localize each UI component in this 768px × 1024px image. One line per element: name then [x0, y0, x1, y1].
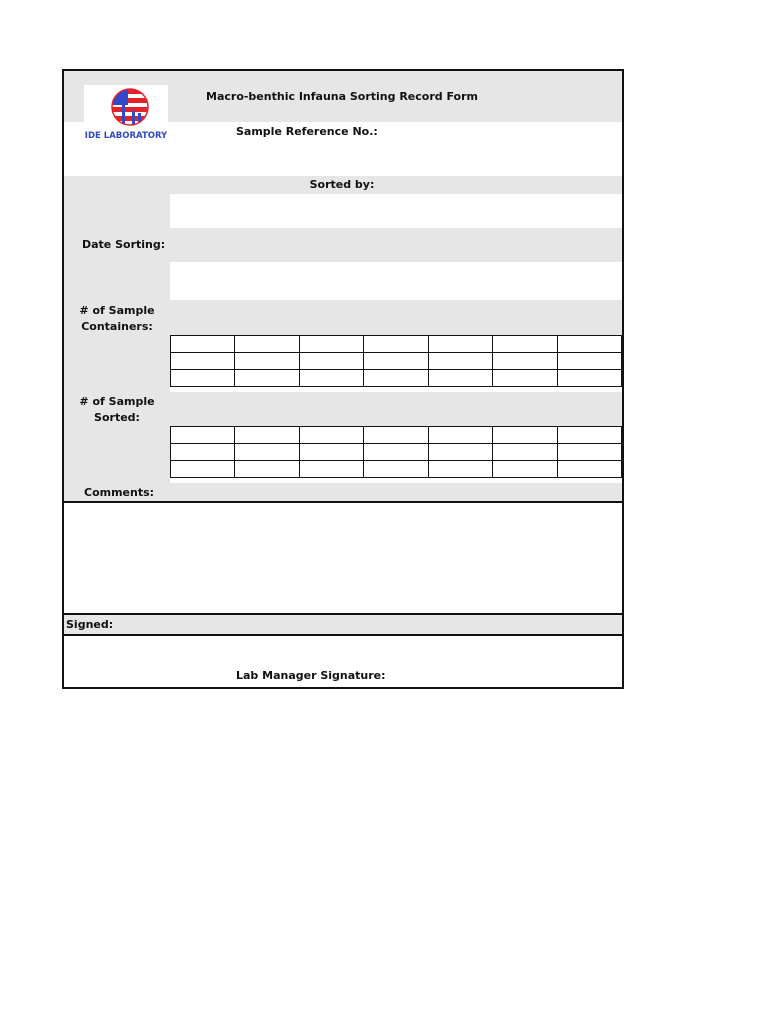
- grid-cell[interactable]: [493, 353, 557, 370]
- grid-cell[interactable]: [428, 427, 492, 444]
- date-sorting-band: [170, 228, 622, 262]
- grid-cell[interactable]: [299, 444, 363, 461]
- ide-laboratory-logo: [84, 85, 168, 143]
- grid-cell[interactable]: [299, 353, 363, 370]
- grid-cell[interactable]: [171, 427, 235, 444]
- containers-label: [70, 303, 164, 335]
- table-row: [171, 336, 622, 353]
- grid-cell[interactable]: [364, 444, 428, 461]
- date-sorting-field[interactable]: [170, 262, 622, 300]
- signed-label: Signed:: [66, 618, 114, 631]
- comments-label: Comments:: [84, 486, 155, 499]
- table-row: [171, 444, 622, 461]
- grid-cell[interactable]: [235, 353, 299, 370]
- grid-cell[interactable]: [171, 444, 235, 461]
- grid-cell[interactable]: [557, 444, 621, 461]
- grid-cell[interactable]: [299, 336, 363, 353]
- grid-cell[interactable]: [493, 461, 557, 478]
- comments-field[interactable]: [64, 503, 622, 613]
- grid-cell[interactable]: [557, 336, 621, 353]
- logo-text: IDE LABORATORY: [84, 131, 168, 141]
- table-row: [171, 370, 622, 387]
- grid-cell[interactable]: [171, 461, 235, 478]
- form-title: Macro-benthic Infauna Sorting Record Form: [206, 90, 478, 103]
- grid-cell[interactable]: [557, 353, 621, 370]
- grid-cell[interactable]: [235, 427, 299, 444]
- sorting-record-form: [62, 69, 624, 689]
- signed-band: [64, 615, 622, 634]
- containers-label-line1: # of Sample: [79, 304, 155, 317]
- flag-globe-icon: [84, 85, 168, 131]
- grid-cell[interactable]: [235, 336, 299, 353]
- grid-cell[interactable]: [171, 353, 235, 370]
- grid-cell[interactable]: [493, 370, 557, 387]
- containers-band: [170, 300, 622, 335]
- grid-cell[interactable]: [235, 461, 299, 478]
- grid-cell[interactable]: [364, 353, 428, 370]
- grid-cell[interactable]: [557, 461, 621, 478]
- sorted-count-band: [170, 392, 622, 426]
- sorted-count-grid: [170, 426, 622, 478]
- grid-cell[interactable]: [364, 370, 428, 387]
- grid-cell[interactable]: [235, 370, 299, 387]
- containers-grid: [170, 335, 622, 387]
- lab-manager-signature-label: Lab Manager Signature:: [236, 669, 386, 682]
- grid-cell[interactable]: [557, 427, 621, 444]
- grid-cell[interactable]: [428, 370, 492, 387]
- grid-cell[interactable]: [428, 353, 492, 370]
- grid-cell[interactable]: [171, 370, 235, 387]
- sample-reference-label: Sample Reference No.:: [236, 125, 378, 138]
- grid-cell[interactable]: [557, 370, 621, 387]
- grid-cell[interactable]: [235, 444, 299, 461]
- grid-cell[interactable]: [171, 336, 235, 353]
- table-row: [171, 427, 622, 444]
- grid-cell[interactable]: [493, 336, 557, 353]
- comments-band: [170, 483, 622, 501]
- grid-cell[interactable]: [364, 427, 428, 444]
- grid-cell[interactable]: [299, 370, 363, 387]
- grid-cell[interactable]: [428, 444, 492, 461]
- containers-label-line2: Containers:: [81, 320, 153, 333]
- date-sorting-label: Date Sorting:: [82, 238, 166, 251]
- grid-cell[interactable]: [364, 461, 428, 478]
- grid-cell[interactable]: [428, 336, 492, 353]
- table-row: [171, 353, 622, 370]
- grid-cell[interactable]: [364, 336, 428, 353]
- left-label-column: [64, 176, 170, 501]
- grid-cell[interactable]: [299, 427, 363, 444]
- sorted-count-label-line1: # of Sample: [79, 395, 155, 408]
- sorted-count-label-line2: Sorted:: [94, 411, 140, 424]
- grid-cell[interactable]: [493, 444, 557, 461]
- sorted-by-label: Sorted by:: [309, 178, 375, 191]
- grid-cell[interactable]: [299, 461, 363, 478]
- grid-cell[interactable]: [493, 427, 557, 444]
- sorted-by-field[interactable]: [170, 194, 622, 228]
- grid-cell[interactable]: [428, 461, 492, 478]
- sorted-count-label: [70, 394, 164, 426]
- table-row: [171, 461, 622, 478]
